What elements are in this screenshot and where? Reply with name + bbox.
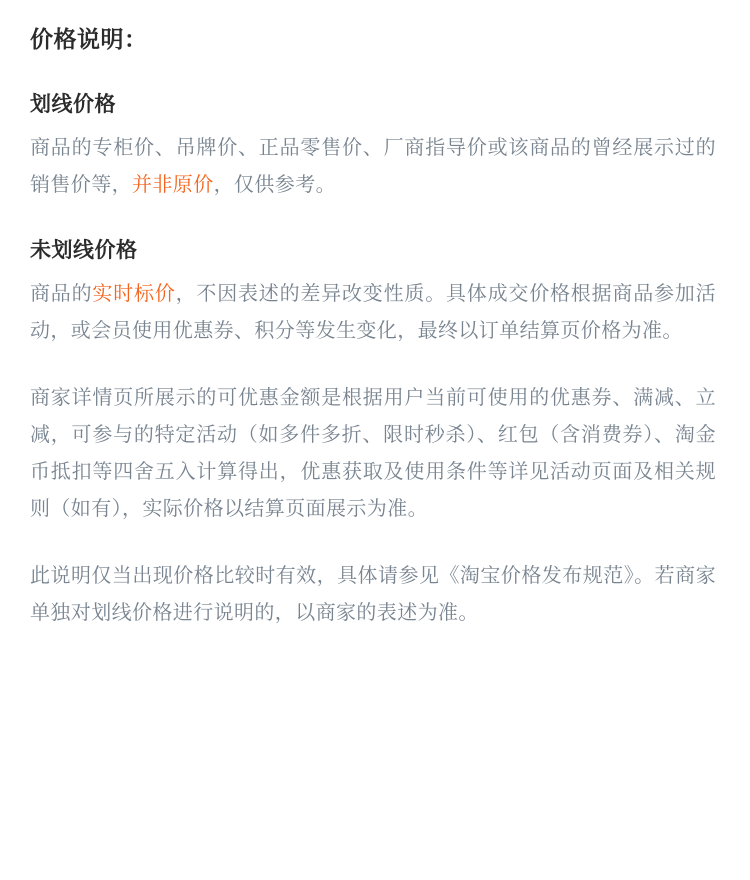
text-run: 商品的: [30, 283, 93, 305]
section-strikethrough-price: [30, 90, 716, 204]
section-heading-strikethrough-price: 划线价格: [30, 93, 116, 116]
page-title: 价格说明：: [30, 26, 148, 52]
text-run: 商品的专柜价、吊牌价、正品零售价、厂商指导价或该商品的曾经展示过的销售价等，: [30, 137, 716, 196]
paragraph-scope-notice: 此说明仅当出现价格比较时有效，具体请参见《淘宝价格发布规范》。若商家单独对划线价格进行说明的，以商家的表述为准。: [30, 565, 716, 624]
text-run: ，仅供参考。: [213, 174, 337, 196]
text-run: ，不因表述的差异改变性质。具体成交价格根据商品参加活动，或会员使用优惠券、积分等发生变化，最终以订单结算页价格为准。: [30, 283, 716, 342]
highlight-not-original-price: 并非原价: [132, 174, 214, 196]
paragraph-discount-calculation: 商家详情页所展示的可优惠金额是根据用户当前可使用的优惠券、满减、立减，可参与的特定活动（如多件多折、限时秒杀）、红包（含消费券）、淘金币抵扣等四舍五入计算得出，优惠获取及使用条件等详见活动页面及相关规则（如有），实际价格以结算页面展示为准。: [30, 387, 716, 520]
paragraph-strikethrough-price: [30, 130, 716, 204]
highlight-realtime-price: 实时标价: [92, 283, 176, 305]
section-non-strikethrough-price: [30, 236, 716, 632]
paragraph-realtime-price: [30, 276, 716, 350]
section-heading-non-strikethrough-price: 未划线价格: [30, 239, 138, 262]
